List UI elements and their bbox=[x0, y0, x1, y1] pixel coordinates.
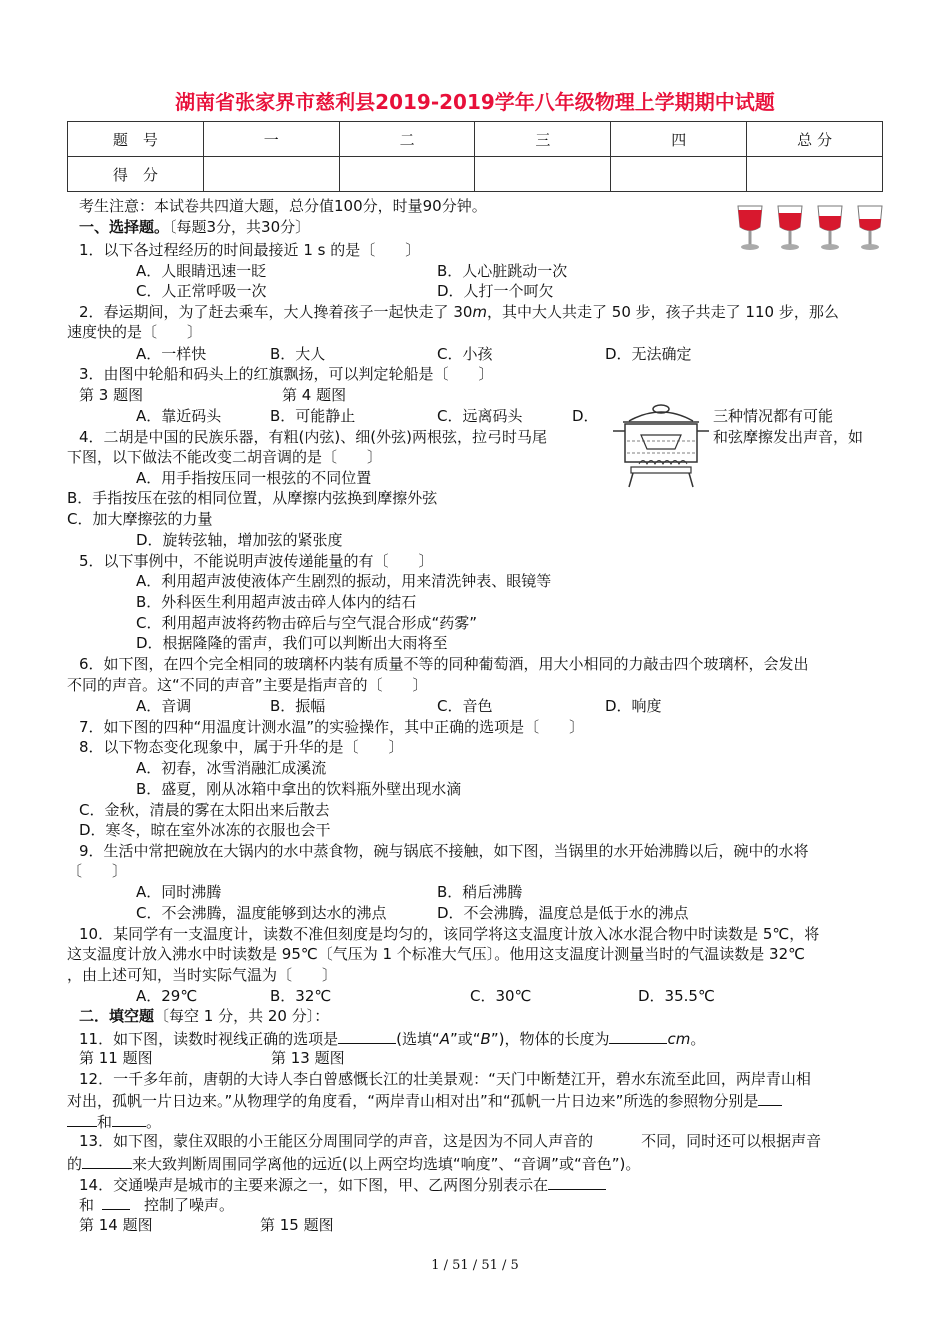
q1-option-c[interactable]: C．人正常呼吸一次 bbox=[136, 282, 267, 300]
exam-notice: 考生注意：本试卷共四道大题，总分值100分，时量90分钟。 bbox=[79, 197, 487, 215]
q9-option-d[interactable]: D．不会沸腾，温度总是低于水的沸点 bbox=[437, 904, 689, 922]
q6-option-c[interactable]: C．音色 bbox=[437, 697, 493, 715]
q1-option-d[interactable]: D．人打一个呵欠 bbox=[437, 282, 554, 300]
q12-line2 bbox=[67, 1089, 782, 1111]
q3-option-a[interactable]: A．靠近码头 bbox=[136, 407, 222, 425]
q13-text: 不同，同时还可以根据声音 bbox=[641, 1132, 822, 1150]
q2-stem-part: 2．春运期间，为了赶去乘车，大人搀着孩子一起快走了 30 bbox=[79, 303, 473, 321]
q13-line2 bbox=[67, 1152, 640, 1174]
wine-glass bbox=[778, 206, 802, 250]
q6-option-b[interactable]: B．振幅 bbox=[270, 697, 326, 715]
q12-text: 和 bbox=[97, 1113, 113, 1131]
score-cell[interactable] bbox=[475, 157, 611, 192]
q2-option-c[interactable]: C．小孩 bbox=[437, 345, 493, 363]
q11-blank-2[interactable] bbox=[609, 1027, 667, 1044]
section1-title: 一、选择题。 bbox=[79, 218, 170, 236]
q11-text: 。 bbox=[690, 1030, 706, 1048]
q6-option-d[interactable]: D．响度 bbox=[605, 697, 662, 715]
steaming-pot-figure bbox=[611, 401, 711, 489]
score-table-header-row bbox=[68, 122, 883, 157]
q12-text: 。 bbox=[146, 1113, 162, 1131]
q9-option-a[interactable]: A．同时沸腾 bbox=[136, 883, 222, 901]
q3-option-c[interactable]: C．远离码头 bbox=[437, 407, 523, 425]
q6-stem-line1: 6．如下图，在四个完全相同的玻璃杯内装有质量不等的同种葡萄酒，用大小相同的力敲击四个玻璃杯，会发出 bbox=[79, 655, 809, 673]
q8-option-c[interactable]: C．金秋，清晨的雾在太阳出来后散去 bbox=[79, 801, 330, 819]
q13-blank-2[interactable] bbox=[82, 1152, 132, 1169]
q10-option-d[interactable]: D．35.5℃ bbox=[638, 987, 715, 1005]
q1-option-a[interactable]: A．人眼睛迅速一眨 bbox=[136, 262, 267, 280]
q8-option-a[interactable]: A．初春，冰雪消融汇成溪流 bbox=[136, 759, 327, 777]
q9-stem-line2: 〔 〕 bbox=[67, 862, 128, 880]
q10-stem-line3: ，由上述可知，当时实际气温为〔 〕 bbox=[67, 966, 338, 984]
q2-stem-part: ，其中大人共走了 50 步，孩子共走了 110 步，那么 bbox=[487, 303, 839, 321]
q10-option-c[interactable]: C．30℃ bbox=[470, 987, 532, 1005]
q9-option-b[interactable]: B．稍后沸腾 bbox=[437, 883, 523, 901]
score-cell[interactable] bbox=[611, 157, 747, 192]
q2-stem-line1 bbox=[79, 302, 839, 322]
q11-text: 11．如下图，读数时视线正确的选项是 bbox=[79, 1030, 339, 1048]
score-row-label: 得 分 bbox=[68, 157, 204, 192]
section2-title: 二．填空题 bbox=[79, 1007, 155, 1025]
q4-option-b[interactable]: B．手指按压在弦的相同位置，从摩擦内弦换到摩擦外弦 bbox=[67, 489, 438, 507]
q9-stem-line1: 9．生活中常把碗放在大锅内的水中蒸食物，碗与锅底不接触，如下图，当锅里的水开始沸腾以后，碗中的水将 bbox=[79, 842, 809, 860]
q14-text: 和 bbox=[79, 1196, 95, 1214]
q5-option-b[interactable]: B．外科医生利用超声波击碎人体内的结石 bbox=[136, 593, 417, 611]
q10-stem-line2: 这支温度计放入沸水中时读数是 95℃〔气压为 1 个标准大气压〕。他用这支温度计测量当时的气温读数是 32℃ bbox=[67, 945, 805, 963]
q14-line1 bbox=[79, 1173, 606, 1195]
q8-option-d[interactable]: D．寒冬，晾在室外冰冻的衣服也会干 bbox=[79, 821, 331, 839]
score-header-cell: 四 bbox=[611, 122, 747, 157]
wine-glass bbox=[738, 206, 762, 250]
q3-option-d-label[interactable]: D． bbox=[572, 407, 599, 425]
q5-option-a[interactable]: A．利用超声波使液体产生剧烈的振动，用来清洗钟表、眼镜等 bbox=[136, 572, 552, 590]
wine-glasses-figure bbox=[735, 203, 885, 253]
q5-option-c[interactable]: C．利用超声波将药物击碎后与空气混合形成“药雾” bbox=[136, 614, 478, 632]
q13-text: 的 bbox=[67, 1155, 83, 1173]
q11-stem bbox=[79, 1027, 705, 1049]
q9-option-c[interactable]: C．不会沸腾，温度能够到达水的沸点 bbox=[136, 904, 387, 922]
score-header-cell: 总 分 bbox=[747, 122, 883, 157]
q3-option-b[interactable]: B．可能静止 bbox=[270, 407, 356, 425]
fig4-caption: 第 4 题图 bbox=[282, 386, 347, 404]
q12-text: 对出，孤帆一片日边来。”从物理学的角度看，“两岸青山相对出”和“孤帆一片日边来”所选的参照物分别是 bbox=[67, 1092, 759, 1110]
score-table-score-row bbox=[68, 157, 883, 192]
q12-line1: 12．一千多年前，唐朝的大诗人李白曾感慨长江的壮美景观：“天门中断楚江开，碧水东流至此回，两岸青山相 bbox=[79, 1070, 811, 1088]
fig11-caption: 第 11 题图 bbox=[79, 1049, 153, 1067]
q12-blank-1[interactable] bbox=[758, 1089, 782, 1106]
q6-stem-line2: 不同的声音。这“不同的声音”主要是指声音的〔 〕 bbox=[67, 676, 428, 694]
q2-option-a[interactable]: A．一样快 bbox=[136, 345, 207, 363]
score-header-cell: 一 bbox=[203, 122, 339, 157]
q12-blank-2[interactable] bbox=[112, 1110, 146, 1127]
q11-option-a: A bbox=[439, 1030, 450, 1048]
q4-stem-line1b: 和弦摩擦发出声音，如 bbox=[713, 428, 864, 446]
q4-option-a[interactable]: A．用手指按压同一根弦的不同位置 bbox=[136, 469, 372, 487]
section1-note: 〔每题3分，共30分〕 bbox=[169, 218, 311, 236]
q12-blank-1-cont[interactable] bbox=[67, 1110, 97, 1127]
q11-text: ”或“ bbox=[449, 1030, 481, 1048]
score-cell[interactable] bbox=[339, 157, 475, 192]
q1-option-b[interactable]: B．人心脏跳动一次 bbox=[437, 262, 568, 280]
fig14-caption: 第 14 题图 bbox=[79, 1216, 153, 1234]
q4-stem-line1: 4．二胡是中国的民族乐器，有粗(内弦)、细(外弦)两根弦，拉弓时马尾 bbox=[79, 428, 547, 446]
q14-blank-2[interactable] bbox=[102, 1193, 130, 1210]
fig15-caption: 第 15 题图 bbox=[260, 1216, 334, 1234]
q13-text: 来大致判断周围同学离他的远近(以上两空均选填“响度”、“音调”或“音色”)。 bbox=[132, 1155, 641, 1173]
q4-option-d[interactable]: D．旋转弦轴，增加弦的紧张度 bbox=[136, 531, 343, 549]
q8-stem: 8．以下物态变化现象中，属于升华的是〔 〕 bbox=[79, 738, 404, 756]
section1-heading bbox=[79, 217, 310, 237]
q11-option-b: B bbox=[480, 1030, 491, 1048]
q2-stem-line2: 速度快的是〔 〕 bbox=[67, 323, 203, 341]
q12-line3 bbox=[67, 1110, 161, 1132]
q5-option-d[interactable]: D．根据隆隆的雷声，我们可以判断出大雨将至 bbox=[136, 634, 448, 652]
q4-option-c[interactable]: C．加大摩擦弦的力量 bbox=[67, 510, 213, 528]
q13-text: 13．如下图，蒙住双眼的小王能区分周围同学的声音，这是因为不同人声音的 bbox=[79, 1132, 594, 1150]
q6-option-a[interactable]: A．音调 bbox=[136, 697, 192, 715]
wine-glass bbox=[858, 206, 882, 250]
q2-option-d[interactable]: D．无法确定 bbox=[605, 345, 692, 363]
q13-line1 bbox=[79, 1131, 821, 1151]
score-header-cell: 二 bbox=[339, 122, 475, 157]
score-table bbox=[67, 121, 883, 192]
q1-stem: 1．以下各过程经历的时间最接近 1 s 的是〔 〕 bbox=[79, 241, 421, 259]
page-number: 1 / 51 / 51 / 5 bbox=[431, 1258, 519, 1273]
q2-option-b[interactable]: B．大人 bbox=[270, 345, 326, 363]
q11-text: ”)，物体的长度为 bbox=[490, 1030, 610, 1048]
q10-stem-line1: 10．某同学有一支温度计，读数不准但刻度是均匀的，该同学将这支温度计放入冰水混合物中时读数是 5℃，将 bbox=[79, 925, 820, 943]
q11-blank-1[interactable] bbox=[338, 1027, 396, 1044]
q10-option-a[interactable]: A．29℃ bbox=[136, 987, 198, 1005]
q3-stem: 3．由图中轮船和码头上的红旗飘扬，可以判定轮船是〔 〕 bbox=[79, 365, 494, 383]
q14-line2 bbox=[79, 1193, 234, 1215]
q8-option-b[interactable]: B．盛夏，刚从冰箱中拿出的饮料瓶外壁出现水滴 bbox=[136, 780, 462, 798]
q2-unit: m bbox=[472, 303, 488, 321]
q7-stem: 7．如下图的四种“用温度计测水温”的实验操作，其中正确的选项是〔 〕 bbox=[79, 718, 585, 736]
q11-unit: cm bbox=[667, 1030, 691, 1048]
fig13-caption: 第 13 题图 bbox=[271, 1049, 345, 1067]
score-cell[interactable] bbox=[203, 157, 339, 192]
score-cell[interactable] bbox=[747, 157, 883, 192]
score-header-cell: 题 号 bbox=[68, 122, 204, 157]
q14-text: 14．交通噪声是城市的主要来源之一，如下图，甲、乙两图分别表示在 bbox=[79, 1176, 549, 1194]
q14-text: 控制了噪声。 bbox=[144, 1196, 235, 1214]
q4-stem-line2: 下图，以下做法不能改变二胡音调的是〔 〕 bbox=[67, 448, 383, 466]
wine-glass bbox=[818, 206, 842, 250]
page-title: 湖南省张家界市慈利县2019-2019学年八年级物理上学期期中试题 bbox=[175, 90, 775, 114]
q11-text: (选填“ bbox=[396, 1030, 440, 1048]
section2-note: 〔每空 1 分，共 20 分〕： bbox=[154, 1007, 330, 1025]
q3-option-d-text[interactable]: 三种情况都有可能 bbox=[713, 407, 834, 425]
score-header-cell: 三 bbox=[475, 122, 611, 157]
fig3-caption: 第 3 题图 bbox=[79, 386, 144, 404]
q5-stem: 5．以下事例中，不能说明声波传递能量的有〔 〕 bbox=[79, 552, 434, 570]
q10-option-b[interactable]: B．32℃ bbox=[270, 987, 332, 1005]
q14-blank-1[interactable] bbox=[548, 1173, 606, 1190]
section2-heading bbox=[79, 1006, 329, 1026]
